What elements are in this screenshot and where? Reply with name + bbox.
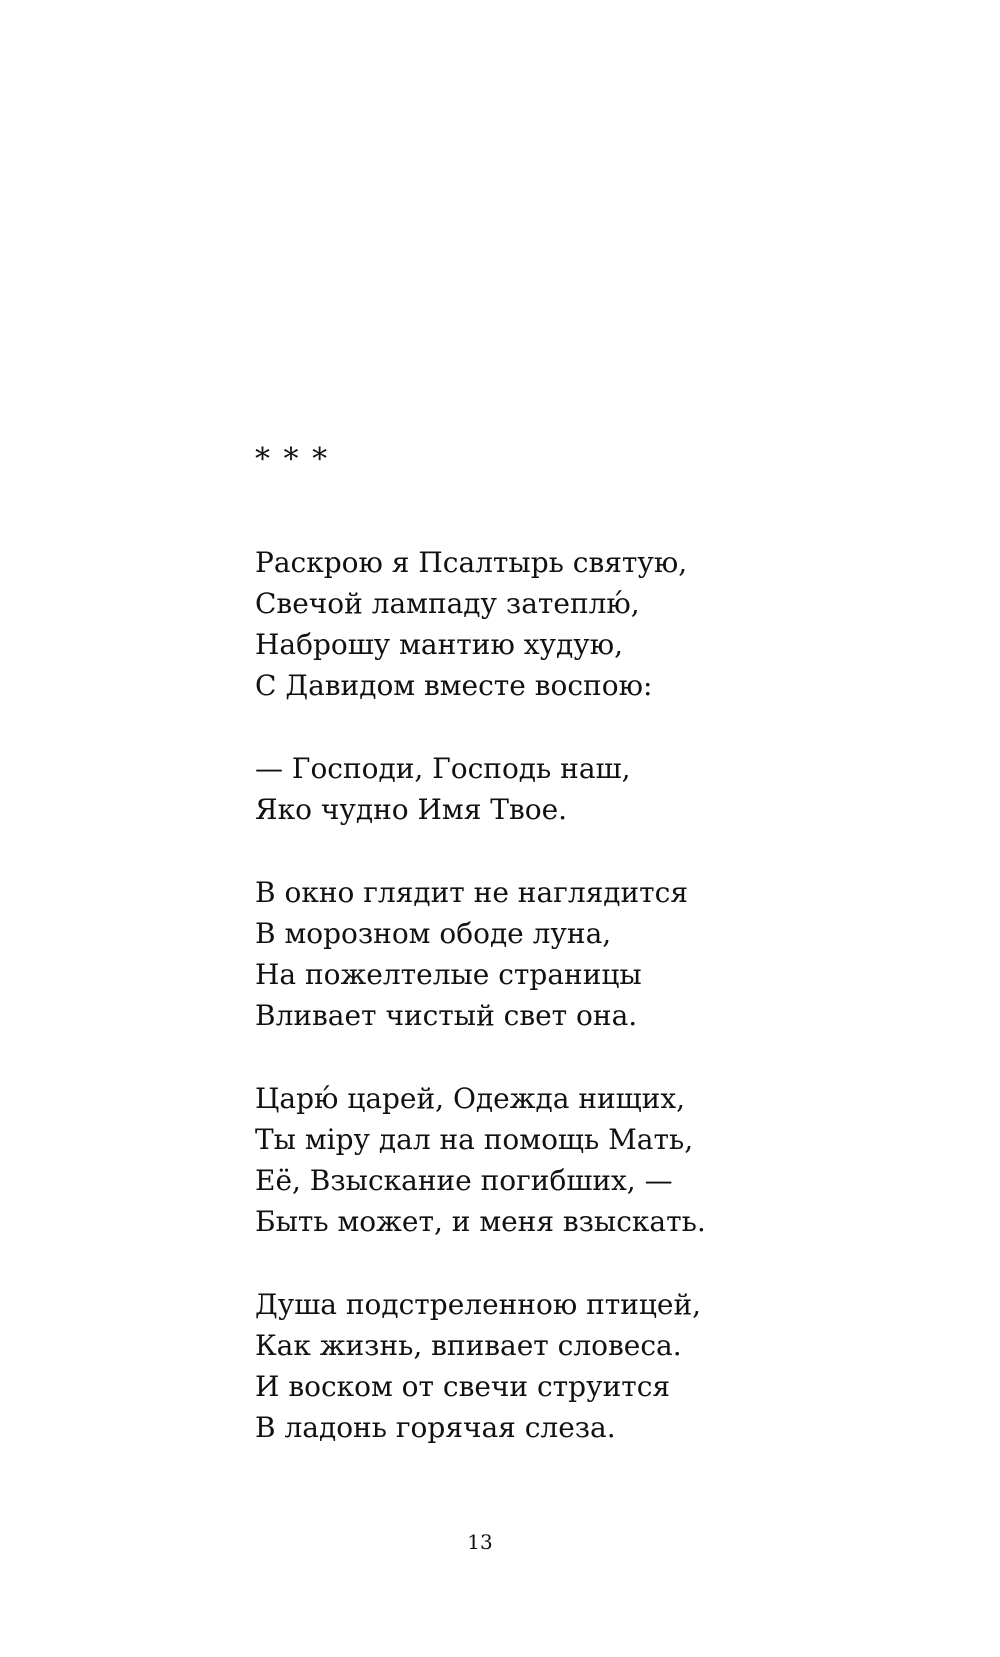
stanza-1 xyxy=(255,542,895,706)
poem-line: В морозном ободе луна, xyxy=(255,917,612,950)
asterism-separator: * * * xyxy=(255,442,330,477)
poem-line: Раскрою я Псалтырь святую, xyxy=(255,546,688,579)
poem xyxy=(255,440,895,1490)
poem-line: Царю́ царей, Одежда нищих, xyxy=(255,1082,686,1115)
stanza-4 xyxy=(255,1078,895,1242)
stanza-2 xyxy=(255,748,895,830)
poem-line: Быть может, и меня взыскать. xyxy=(255,1205,706,1238)
poem-line: Как жизнь, впивает словеса. xyxy=(255,1329,682,1362)
poem-line: Наброшу мантию худую, xyxy=(255,628,623,661)
poem-line: В ладонь горячая слеза. xyxy=(255,1411,616,1444)
poem-line: Яко чудно Имя Твое. xyxy=(255,793,568,826)
poem-line: На пожелтелые страницы xyxy=(255,958,642,991)
poem-line: Ты міру дал на помощь Мать, xyxy=(255,1123,694,1156)
poem-line: Свечой лампаду затеплю́, xyxy=(255,587,640,620)
poem-line: И воском от свечи струится xyxy=(255,1370,671,1403)
stanza-5 xyxy=(255,1284,895,1448)
page-number: 13 xyxy=(467,1530,493,1554)
poem-line: Душа подстреленною птицей, xyxy=(255,1288,702,1321)
poem-line: Вливает чистый свет она. xyxy=(255,999,638,1032)
poem-line: В окно глядит не наглядится xyxy=(255,876,689,909)
stanza-3 xyxy=(255,872,895,1036)
poem-line: С Давидом вместе воспою: xyxy=(255,669,653,702)
poem-line: Её, Взыскание погибших, — xyxy=(255,1164,673,1197)
poem-line: — Господи, Господь наш, xyxy=(255,752,631,785)
